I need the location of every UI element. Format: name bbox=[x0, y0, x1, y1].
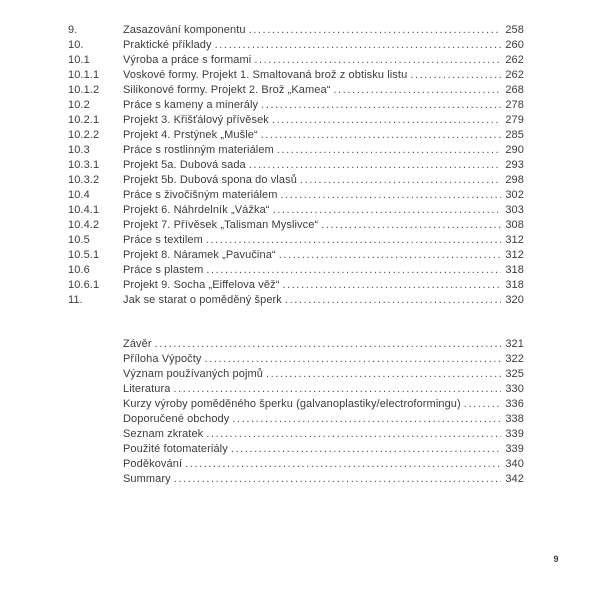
toc-row bbox=[68, 382, 524, 397]
toc-entry-page-number: 258 bbox=[505, 24, 524, 36]
toc-dot-leader bbox=[206, 233, 501, 248]
toc-entry-page-number: 339 bbox=[505, 428, 524, 440]
toc-entry-page-number: 293 bbox=[505, 159, 524, 171]
toc-row bbox=[68, 23, 524, 38]
toc-entry-number: 10. bbox=[68, 39, 84, 51]
toc-entry-title: Práce s kameny a minerály bbox=[123, 99, 259, 111]
toc-entry-page-number: 303 bbox=[505, 204, 524, 216]
toc-dot-leader bbox=[282, 278, 501, 293]
toc-entry-number: 10.5.1 bbox=[68, 249, 100, 261]
toc-row bbox=[68, 203, 524, 218]
toc-entry-title: Zasazování komponentu bbox=[123, 24, 246, 36]
toc-entry-title: Projekt 7. Přívěsek „Talisman Myslivce“ bbox=[123, 219, 319, 231]
toc-row bbox=[68, 218, 524, 233]
toc-dot-leader bbox=[185, 457, 501, 472]
toc-entry-page-number: 312 bbox=[505, 249, 524, 261]
toc-entry-page-number: 302 bbox=[505, 189, 524, 201]
toc-entry-title: Summary bbox=[123, 473, 171, 485]
toc-entry-page-number: 308 bbox=[505, 219, 524, 231]
toc-entry-title: Projekt 5b. Dubová spona do vlasů bbox=[123, 174, 297, 186]
toc-entry-title: Závěr bbox=[123, 338, 152, 350]
toc-entry-page-number: 330 bbox=[505, 383, 524, 395]
toc-entry-title: Výroba a práce s formami bbox=[123, 54, 252, 66]
toc-dot-leader bbox=[300, 173, 501, 188]
toc-back-matter-section bbox=[68, 337, 524, 487]
toc-dot-leader bbox=[261, 128, 501, 143]
toc-entry-page-number: 285 bbox=[505, 129, 524, 141]
toc-dot-leader bbox=[272, 113, 501, 128]
toc-row bbox=[68, 158, 524, 173]
toc-entry-page-number: 322 bbox=[505, 353, 524, 365]
toc-entry-number: 10.2.1 bbox=[68, 114, 100, 126]
toc-entry-number: 10.2.2 bbox=[68, 129, 100, 141]
toc-entry-number: 10.1.2 bbox=[68, 84, 100, 96]
toc-entry-page-number: 278 bbox=[505, 99, 524, 111]
page-number-folio: 9 bbox=[553, 554, 559, 564]
toc-entry-title: Projekt 9. Socha „Eiffelova věž“ bbox=[123, 279, 280, 291]
toc-entry-number: 10.6 bbox=[68, 264, 90, 276]
toc-entry-page-number: 268 bbox=[505, 84, 524, 96]
toc-dot-leader bbox=[285, 293, 501, 308]
toc-entry-number: 10.1 bbox=[68, 54, 90, 66]
toc-entry-title: Projekt 3. Křišťálový přívěsek bbox=[123, 114, 269, 126]
toc-entry-title: Literatura bbox=[123, 383, 171, 395]
toc-entry-page-number: 338 bbox=[505, 413, 524, 425]
toc-entry-page-number: 260 bbox=[505, 39, 524, 51]
toc-entry-page-number: 321 bbox=[505, 338, 524, 350]
toc-entry-page-number: 279 bbox=[505, 114, 524, 126]
toc-dot-leader bbox=[249, 158, 501, 173]
toc-row bbox=[68, 173, 524, 188]
toc-dot-leader bbox=[215, 38, 501, 53]
toc-dot-leader bbox=[266, 367, 501, 382]
toc-entry-title: Silikonové formy. Projekt 2. Brož „Kamea“ bbox=[123, 84, 331, 96]
toc-entry-title: Jak se starat o poměděný šperk bbox=[123, 294, 282, 306]
toc-entry-page-number: 298 bbox=[505, 174, 524, 186]
toc-entry-page-number: 336 bbox=[505, 398, 524, 410]
toc-row bbox=[68, 337, 524, 352]
toc-row bbox=[68, 248, 524, 263]
toc-entry-title: Práce s rostlinným materiálem bbox=[123, 144, 274, 156]
toc-row bbox=[68, 143, 524, 158]
toc-entry-page-number: 318 bbox=[505, 264, 524, 276]
toc-dot-leader bbox=[281, 188, 502, 203]
toc-entry-title: Projekt 5a. Dubová sada bbox=[123, 159, 246, 171]
toc-entry-title: Projekt 4. Prstýnek „Mušle“ bbox=[123, 129, 258, 141]
toc-dot-leader bbox=[232, 412, 501, 427]
toc-entry-page-number: 318 bbox=[505, 279, 524, 291]
toc-entry-number: 10.2 bbox=[68, 99, 90, 111]
toc-row bbox=[68, 442, 524, 457]
toc-dot-leader bbox=[206, 263, 501, 278]
toc-row bbox=[68, 457, 524, 472]
toc-entry-number: 10.1.1 bbox=[68, 69, 100, 81]
toc-row bbox=[68, 113, 524, 128]
toc-dot-leader bbox=[410, 68, 501, 83]
toc-entry-title: Význam používaných pojmů bbox=[123, 368, 263, 380]
toc-entry-title: Voskové formy. Projekt 1. Smaltovaná brož z obtisku listu bbox=[123, 69, 408, 81]
toc-dot-leader bbox=[173, 382, 501, 397]
toc-dot-leader bbox=[277, 143, 501, 158]
toc-row bbox=[68, 233, 524, 248]
toc-dot-leader bbox=[333, 83, 501, 98]
toc-entry-title: Práce s plastem bbox=[123, 264, 204, 276]
toc-entry-number: 10.4 bbox=[68, 189, 90, 201]
toc-dot-leader bbox=[205, 352, 501, 367]
toc-entry-page-number: 312 bbox=[505, 234, 524, 246]
toc-entry-number: 10.3.1 bbox=[68, 159, 100, 171]
toc-dot-leader bbox=[249, 23, 501, 38]
toc-row bbox=[68, 83, 524, 98]
toc-dot-leader bbox=[273, 203, 501, 218]
toc-entry-number: 10.6.1 bbox=[68, 279, 100, 291]
toc-entry-title: Poděkování bbox=[123, 458, 183, 470]
toc-entry-page-number: 339 bbox=[505, 443, 524, 455]
toc-row bbox=[68, 38, 524, 53]
table-of-contents bbox=[68, 23, 524, 487]
toc-entry-title: Práce s textilem bbox=[123, 234, 203, 246]
toc-entry-number: 10.4.1 bbox=[68, 204, 100, 216]
toc-numbered-section bbox=[68, 23, 524, 308]
toc-dot-leader bbox=[231, 442, 501, 457]
toc-dot-leader bbox=[321, 218, 501, 233]
toc-dot-leader bbox=[155, 337, 501, 352]
toc-entry-title: Projekt 6. Náhrdelník „Vážka“ bbox=[123, 204, 270, 216]
toc-entry-title: Kurzy výroby poměděného šperku (galvanoplastiky/electroformingu) bbox=[123, 398, 461, 410]
toc-entry-title: Projekt 8. Náramek „Pavučina“ bbox=[123, 249, 276, 261]
toc-row bbox=[68, 188, 524, 203]
toc-row bbox=[68, 53, 524, 68]
toc-dot-leader bbox=[254, 53, 501, 68]
toc-row bbox=[68, 263, 524, 278]
toc-row bbox=[68, 427, 524, 442]
toc-entry-page-number: 325 bbox=[505, 368, 524, 380]
toc-row bbox=[68, 278, 524, 293]
toc-dot-leader bbox=[261, 98, 501, 113]
toc-entry-page-number: 340 bbox=[505, 458, 524, 470]
toc-dot-leader bbox=[206, 427, 501, 442]
toc-entry-title: Praktické příklady bbox=[123, 39, 212, 51]
toc-entry-title: Použité fotomateriály bbox=[123, 443, 228, 455]
toc-entry-number: 10.3 bbox=[68, 144, 90, 156]
toc-dot-leader bbox=[464, 397, 501, 412]
toc-entry-page-number: 290 bbox=[505, 144, 524, 156]
toc-entry-title: Doporučené obchody bbox=[123, 413, 230, 425]
toc-entry-title: Práce s živočišným materiálem bbox=[123, 189, 278, 201]
toc-row bbox=[68, 412, 524, 427]
toc-row bbox=[68, 367, 524, 382]
toc-entry-title: Seznam zkratek bbox=[123, 428, 204, 440]
toc-row bbox=[68, 397, 524, 412]
toc-dot-leader bbox=[279, 248, 501, 263]
toc-entry-page-number: 262 bbox=[505, 69, 524, 81]
toc-entry-page-number: 320 bbox=[505, 294, 524, 306]
toc-entry-page-number: 262 bbox=[505, 54, 524, 66]
toc-entry-number: 9. bbox=[68, 24, 78, 36]
toc-entry-number: 10.4.2 bbox=[68, 219, 100, 231]
toc-row bbox=[68, 98, 524, 113]
toc-row bbox=[68, 293, 524, 308]
toc-row bbox=[68, 472, 524, 487]
toc-row bbox=[68, 352, 524, 367]
toc-row bbox=[68, 68, 524, 83]
toc-row bbox=[68, 128, 524, 143]
toc-entry-number: 11. bbox=[68, 294, 83, 306]
toc-entry-number: 10.3.2 bbox=[68, 174, 100, 186]
toc-dot-leader bbox=[174, 472, 501, 487]
toc-entry-page-number: 342 bbox=[505, 473, 524, 485]
toc-entry-number: 10.5 bbox=[68, 234, 90, 246]
toc-entry-title: Příloha Výpočty bbox=[123, 353, 202, 365]
